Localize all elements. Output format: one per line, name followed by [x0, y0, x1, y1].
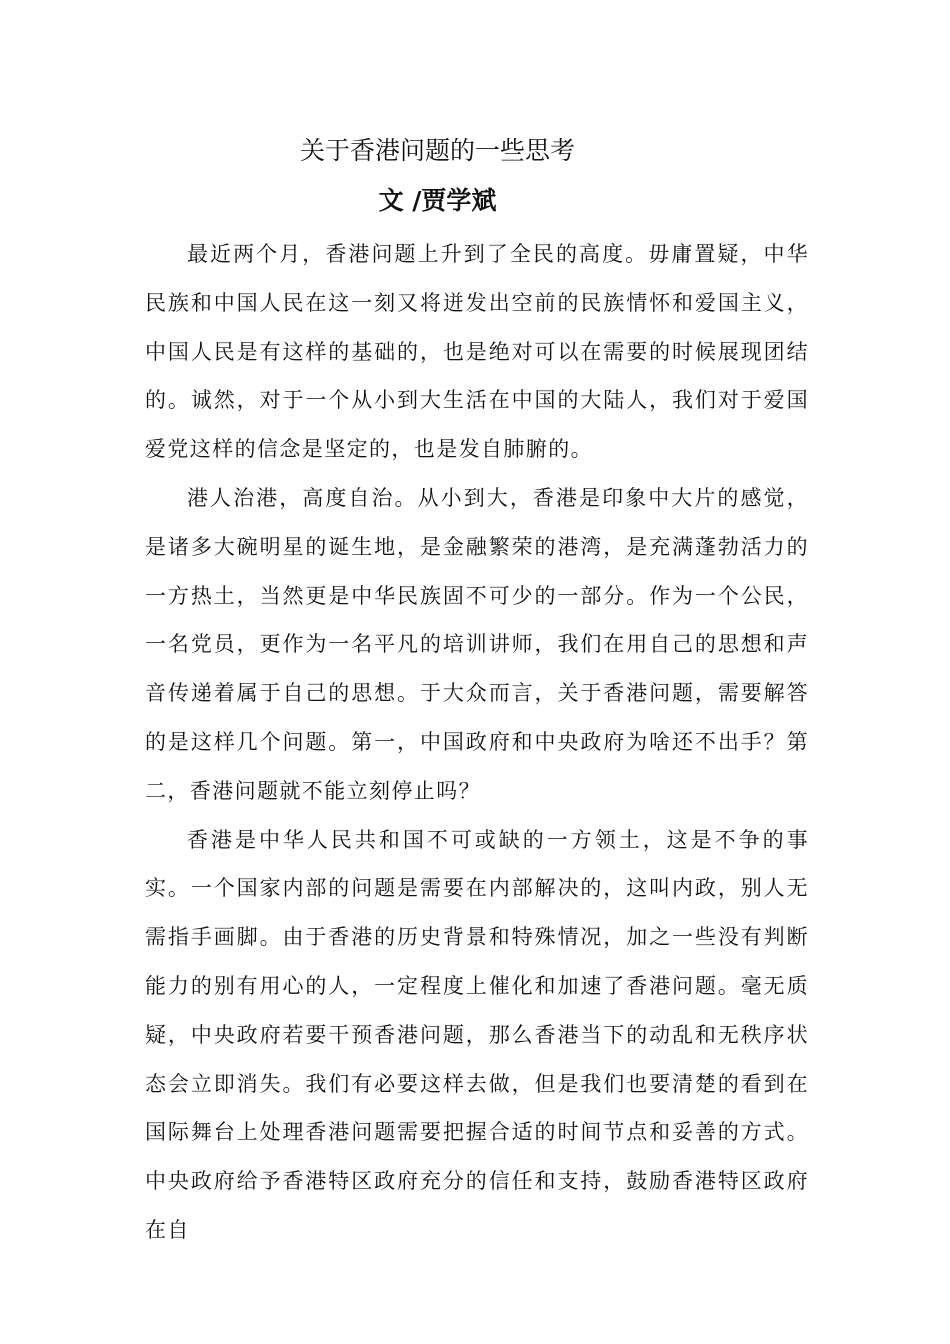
author-line: 文 /贾学斌	[378, 186, 497, 215]
paragraph-2: 港人治港，高度自治。从小到大，香港是印象中大片的感觉，是诸多大碗明星的诞生地，是金融繁荣的港湾，是充满蓬勃活力的一方热土，当然更是中华民族固不可少的一部分。作为一个公民，一名党员，更作为一名平凡的培训讲师，我们在用自己的思想和声音传递着属于自己的思想。于大众而言，关于香港问题，需要解答的是这样几个问题。第一，中国政府和中央政府为啥还不出手？第二，香港问题就不能立刻停止吗？	[145, 485, 809, 803]
document-title: 关于香港问题的一些思考	[299, 136, 575, 165]
paragraph-3: 香港是中华人民共和国不可或缺的一方领土，这是不争的事实。一个国家内部的问题是需要在内部解决的，这叫内政，别人无需指手画脚。由于香港的历史背景和特殊情况，加之一些没有判断能力的别有用心的人，一定程度上催化和加速了香港问题。毫无质疑，中央政府若要干预香港问题，那么香港当下的动乱和无秩序状态会立即消失。我们有必要这样去做，但是我们也要清楚的看到在国际舞台上处理香港问题需要把握合适的时间节点和妥善的方式。中央政府给予香港特区政府充分的信任和支持，鼓励香港特区政府在自	[145, 827, 809, 1242]
paragraph-1: 最近两个月，香港问题上升到了全民的高度。毋庸置疑，中华民族和中国人民在这一刻又将迸发出空前的民族情怀和爱国主义，中国人民是有这样的基础的，也是绝对可以在需要的时候展现团结的。诚然，对于一个从小到大生活在中国的大陆人，我们对于爱国爱党这样的信念是坚定的，也是发自肺腑的。	[145, 242, 809, 462]
article-body	[145, 230, 809, 1255]
